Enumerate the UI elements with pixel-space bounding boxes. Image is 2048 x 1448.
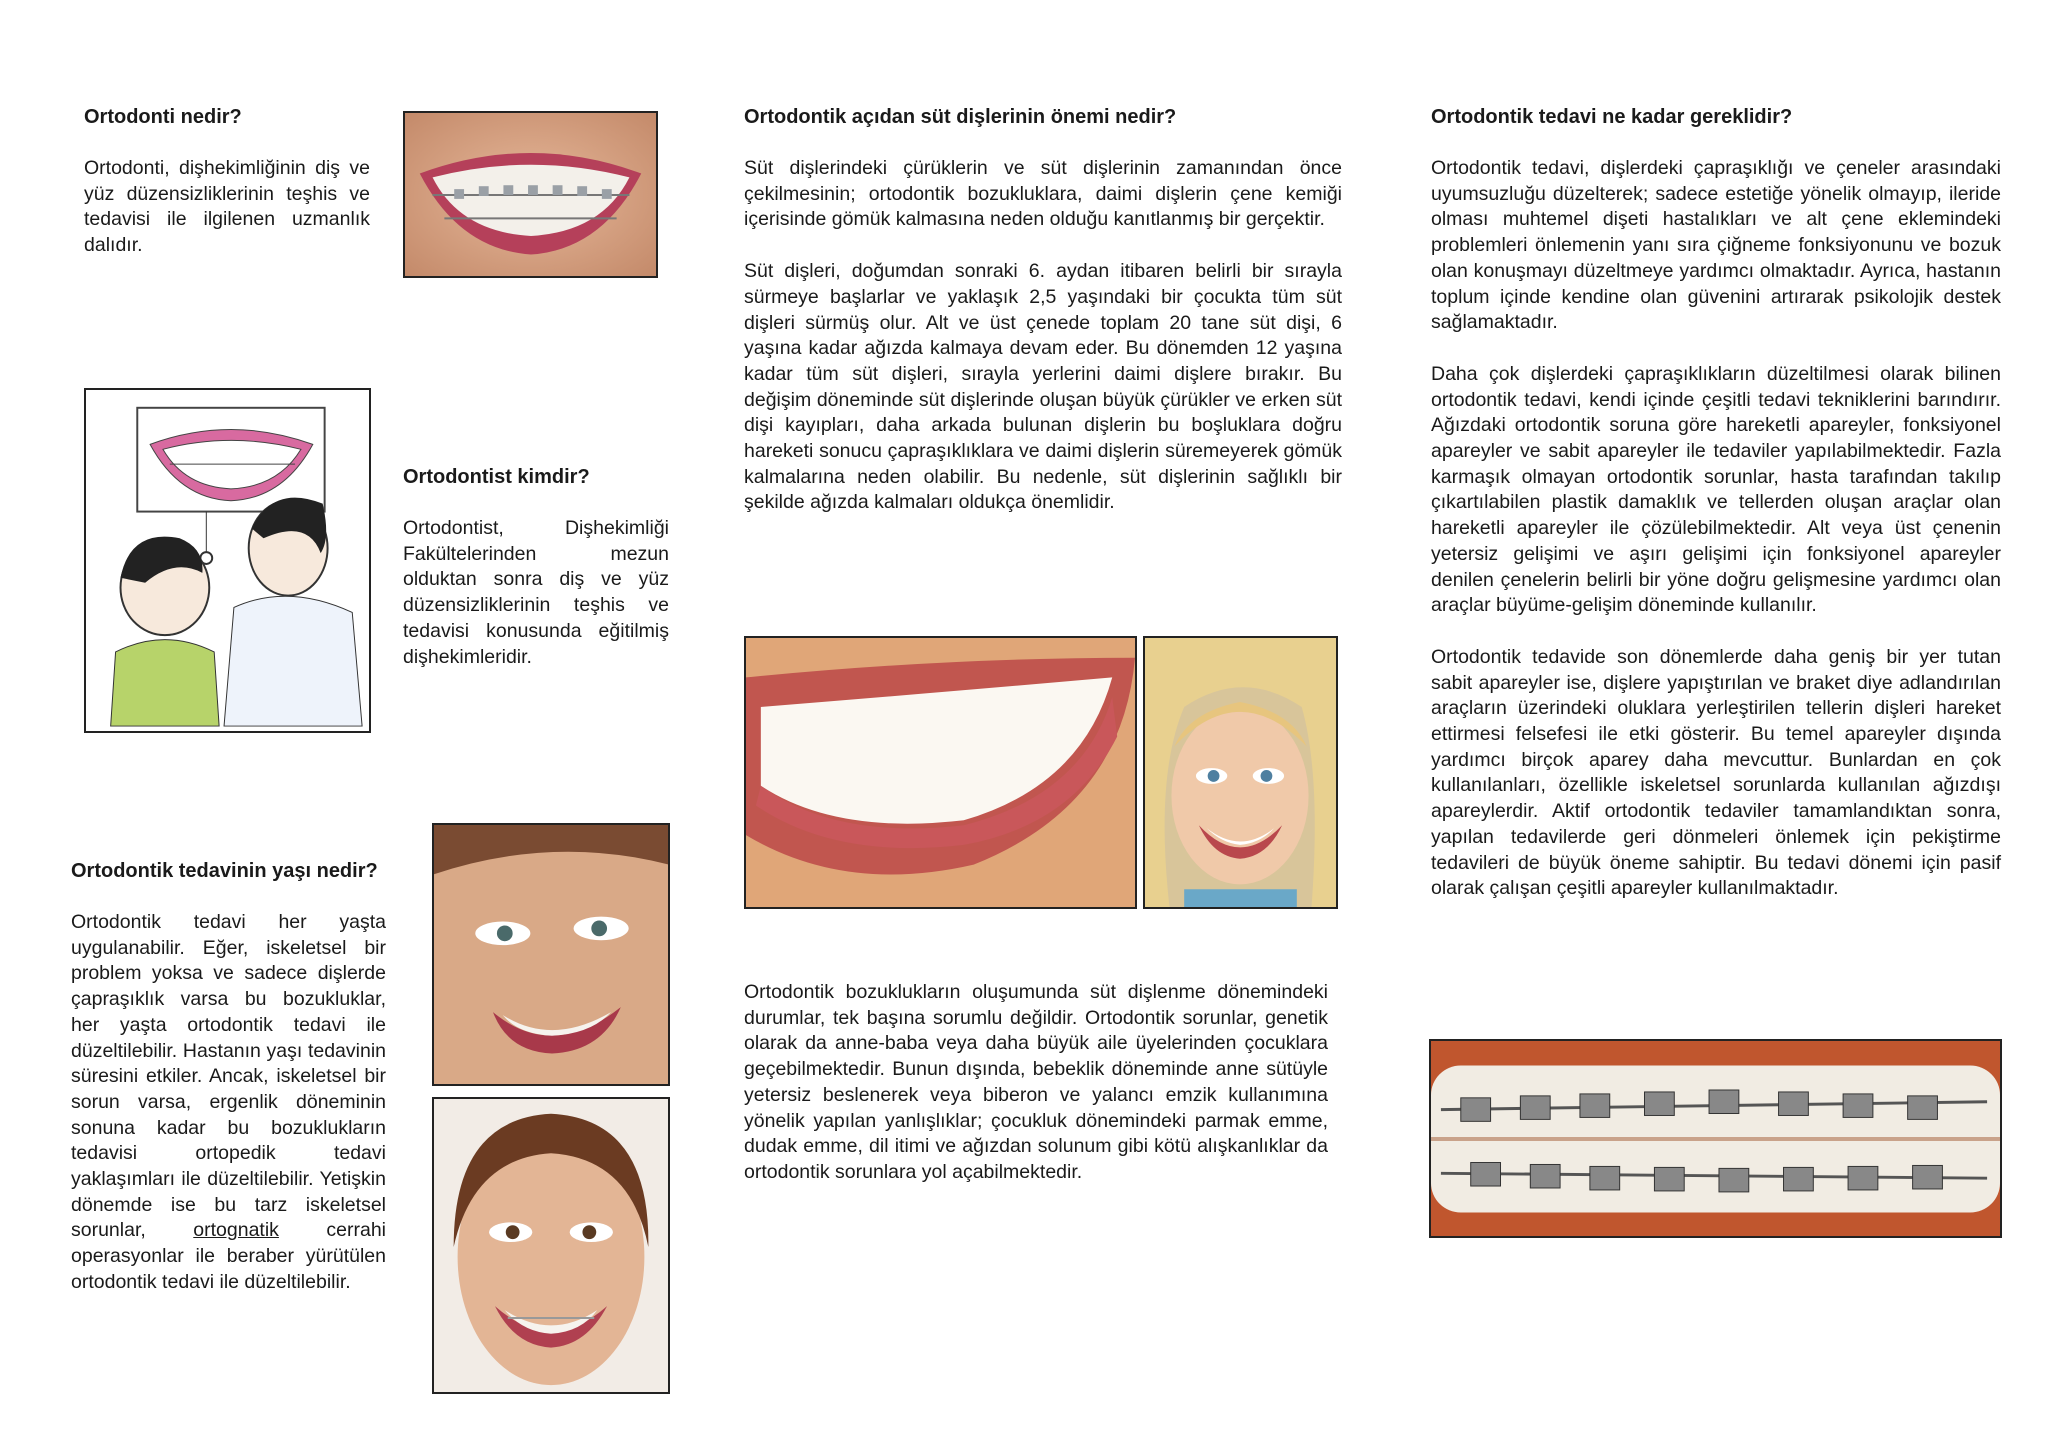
text-tedavi-p2: Daha çok dişlerdeki çapraşıklıkların düzeltilmesi olarak bilinen ortodontik tedavi, kendi içinde çeşitli tedavi tekniklerini barındırır. Ağızdaki ortodontik soruna göre hareketli apareyler, fonksiyonel apareyler ve sabit apareyler ile tedaviler yapılabilmektedir. Fazla karmaşık olmayan ortodontik sorunlar, hasta tarafından takılıp çıkartılabilen plastik damaklık ve tellerden oluşan araçlar olan hareketli apareyler ile çözülebilmektedir. Alt veya üst çenenin yetersiz gelişimi ve aşırı gelişimi için fonksiyonel apareyler denilen çenelerin belirli bir yöne doğru gelişmesine yardımcı olan araçlar büyüme-gelişim döneminde kullanılır. [1431, 362, 2001, 617]
section-bozukluklar [744, 980, 1328, 1186]
link-ortognatik[interactable]: ortognatik [193, 1219, 279, 1242]
cartoon-orthodontist-illustration [84, 388, 371, 733]
section-ortodontist-kimdir [403, 464, 669, 670]
text-ortodonti-nedir: Ortodonti, dişhekimliğinin diş ve yüz düzensizliklerinin teşhis ve tedavisi ile ilgilenen uzmanlık dalıdır. [84, 157, 370, 257]
text-sut-disleri-p2: Süt dişleri, doğumdan sonraki 6. aydan itibaren belirli bir sırayla sürmeye başlarlar ve yaklaşık 2,5 yaşındaki bir çocukta tüm süt dişleri sürmüş olur. Alt ve üst çenede toplam 20 tane süt dişi, 6 yaşına kadar ağızda kalmaya devam eder. Bu dönemden 12 yaşına kadar tüm süt dişleri, sırayla yerlerini daimi dişlere bırakır. Bu değişim döneminde süt dişlerinde oluşan büyük çürükler ve erken süt dişi kayıpları, daha arkada bulunan dişlerin bu boşluklara doğru hareketi sonucu çapraşıklıklara ve daimi dişlerin süremeyerek gömük kalmalarına neden olabilir. Bu nedenle, süt dişlerinin sağlıklı bir şekilde ağızda kalmaları oldukça önemlidir. [744, 260, 1342, 514]
text-tedavi-yasi [71, 910, 386, 1296]
braces-smile-photo [403, 111, 658, 278]
section-tedavi-yasi [71, 858, 386, 1296]
section-sut-disleri [744, 104, 1342, 516]
text-tedavi-yasi-part1: Ortodontik tedavi her yaşta uygulanabilir. Eğer, iskeletsel bir problem yoksa ve sadece dişlerde çapraşıklık varsa bu bozukluklar, her yaşta ortodontik tedavi ile düzeltilebilir. Hastanın yaşı tedavinin süresini etkiler. Ancak, iskeletsel bir sorun varsa, ergenlik döneminin sonuna kadar bu bozuklukların tedavisi ortopedik tedavi yaklaşımları ile düzeltilebilir. Yetişkin dönemde ise bu tarz iskeletsel sorunlar, [71, 911, 386, 1242]
smile-teeth-closeup-photo [744, 636, 1137, 909]
smiling-child-photo [1143, 636, 1338, 909]
text-tedavi-p3: Ortodontik tedavide son dönemlerde daha geniş bir yer tutan sabit apareyler ise, dişlere yapıştırılan ve braket diye adlandırılan araçların üzerindeki oluklara yerleştirilen tellerin dişleri hareket ettirmesi felsefesi ile etki gösterir. Bu temel apareyler dışında yardımcı birçok aparey daha mevcuttur. Bunlardan en çok kullanılanları, özellikle iskeletsel sorunlarda kullanılan ağızdışı apareylerdir. Aktif ortodontik tedaviler tamamlandıktan sonra, yapılan tedavilerde geri dönmeleri önlemek için pekiştirme tedavileri de büyük öneme sahiptir. Bu tedavi dönemi için pasif olarak çalışan çeşitli apareyler kullanılmaktadır. [1431, 645, 2001, 900]
smiling-woman-photo [432, 823, 670, 1086]
text-tedavi-p1: Ortodontik tedavi, dişlerdeki çapraşıklığı ve çeneler arasındaki uyumsuzluğu düzelterek; sadece estetiğe yönelik olmayıp, ileride olması muhtemel dişeti hastalıkları ve alt çene eklemindeki problemleri önlemenin yanı sıra çiğneme fonksiyonunu ve bozuk olan konuşmayı düzeltmeye yardımcı olmaktadır. Ayrıca, hastanın toplum içinde kendine olan güvenini artırarak psikolojik destek sağlamaktadır. [1431, 157, 2001, 334]
text-tedavi-yasi-part2: cerrahi operasyonlar ile beraber yürütülen ortodontik tedavi ile düzeltilebilir. [71, 1219, 387, 1293]
text-sut-disleri-p3: Ortodontik bozuklukların oluşumunda süt dişlenme dönemindeki durumlar, tek başına sorumlu değildir. Ortodontik sorunlar, genetik olarak da anne-baba veya daha büyük aile üyelerinden çocuklara geçebilmektedir. Bunun dışında, bebeklik döneminde anne sütüyle yetersiz beslenerek veya biberon ve yalancı emzik kullanımına yönelik yapılan yanlışlıklar; çocukluk dönemindeki parmak emme, dudak emme, dil itimi ve ağızdan solunum gibi kötü alışkanlıklar da ortodontik sorunlara yol açabilmektedir. [744, 981, 1328, 1183]
smiling-girl-braces-photo [432, 1097, 670, 1394]
text-ortodontist-kimdir: Ortodontist, Dişhekimliği Fakültelerinden mezun olduktan sonra diş ve yüz düzensizliklerinin teşhis ve tedavisi konusunda eğitilmiş dişhekimleridir. [403, 517, 669, 668]
heading-sut-disleri: Ortodontik açıdan süt dişlerinin önemi nedir? [744, 106, 1177, 128]
text-sut-disleri-p1: Süt dişlerindeki çürüklerin ve süt dişlerinin zamanından önce çekilmesinin; ortodontik bozukluklara, daimi dişlerin çene kemiği içerisinde gömük kalmasına neden olduğu kanıtlanmış bir gerçektir. [744, 157, 1342, 231]
heading-ortodonti-nedir: Ortodonti nedir? [84, 106, 242, 128]
heading-tedavi-gerekliligi: Ortodontik tedavi ne kadar gereklidir? [1431, 106, 1793, 128]
section-tedavi-gerekliligi [1431, 104, 2001, 902]
heading-tedavi-yasi: Ortodontik tedavinin yaşı nedir? [71, 860, 378, 882]
section-ortodonti-nedir [84, 104, 370, 259]
braces-brackets-closeup-photo [1429, 1039, 2002, 1238]
heading-ortodontist-kimdir: Ortodontist kimdir? [403, 466, 590, 488]
